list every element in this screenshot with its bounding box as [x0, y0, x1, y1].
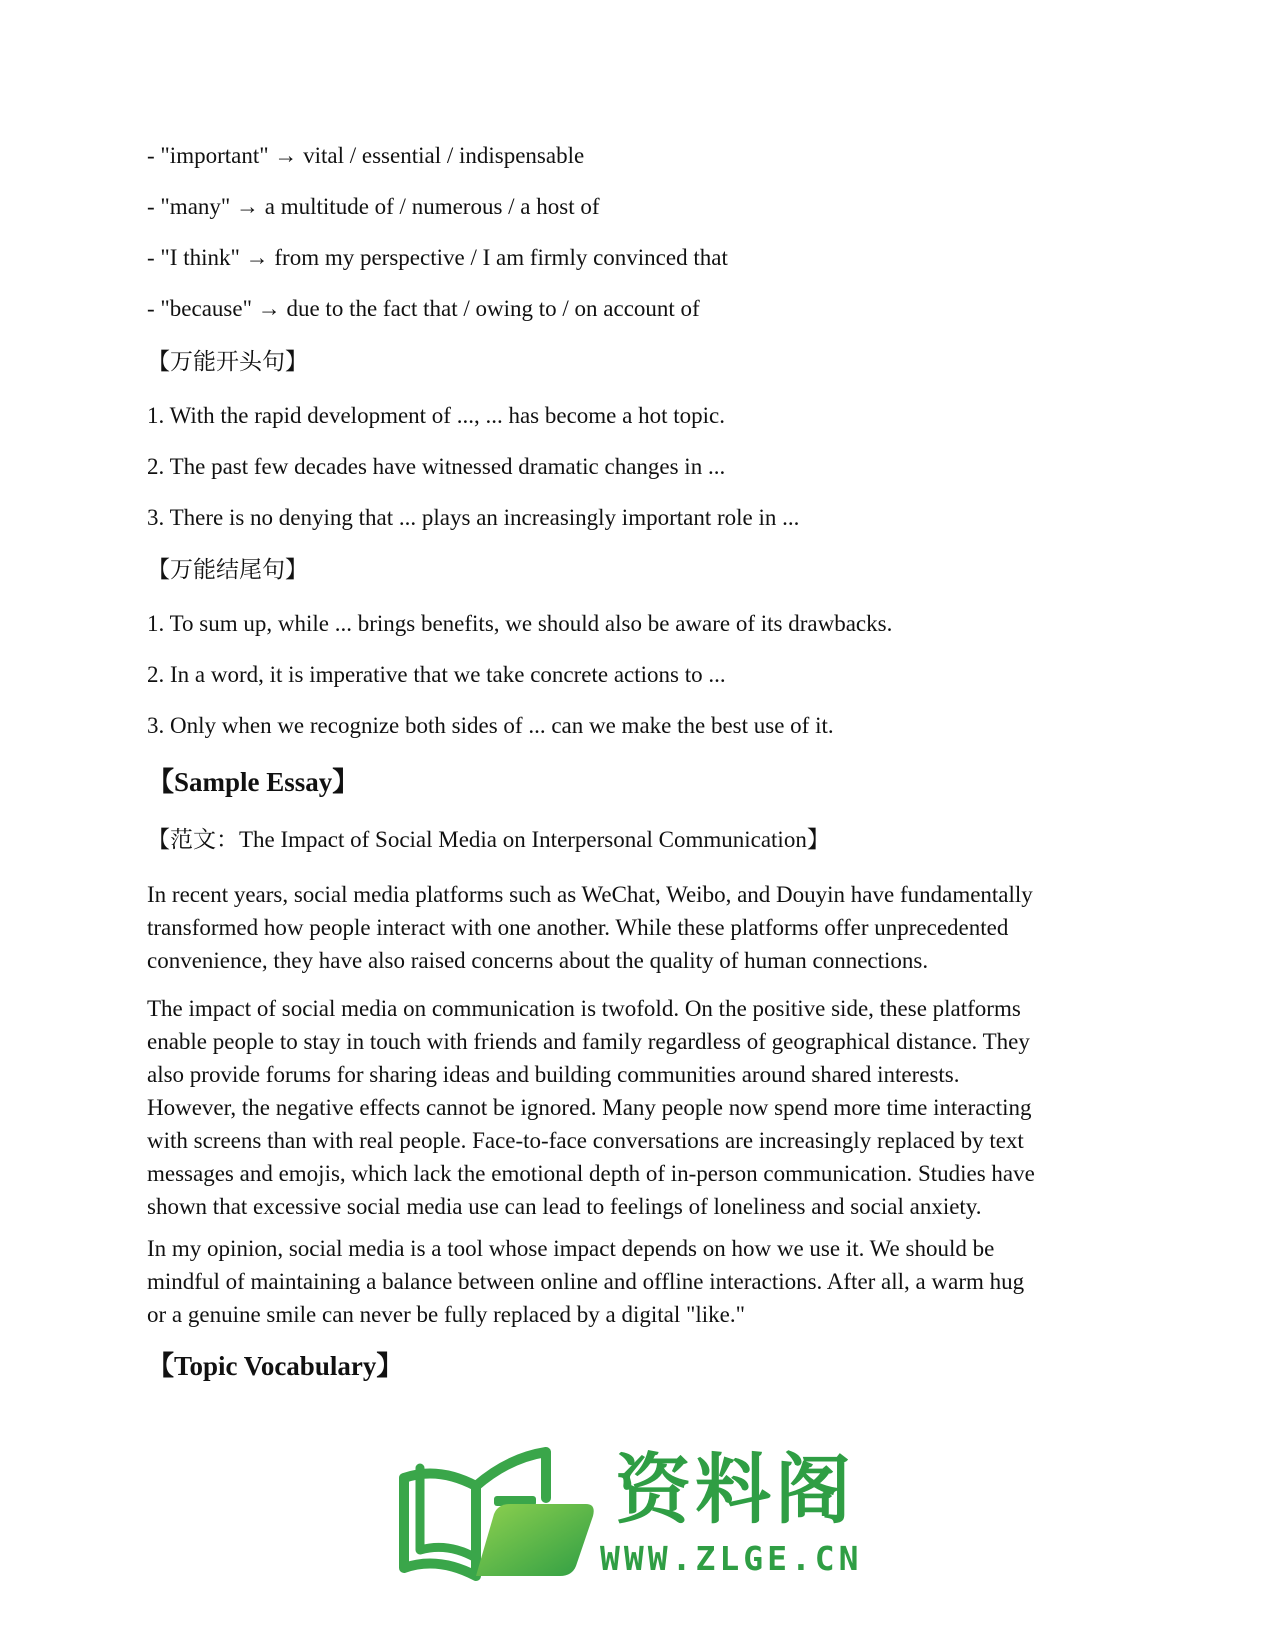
closer-item: 2. In a word, it is imperative that we take concrete actions to ...: [147, 662, 726, 687]
essay-paragraph: [147, 992, 1127, 1223]
essay-line: also provide forums for sharing ideas and building communities around shared interests.: [147, 1062, 960, 1087]
topic-vocabulary-heading: 【Topic Vocabulary】: [147, 1351, 404, 1381]
opener-item: 1. With the rapid development of ..., ... has become a hot topic.: [147, 403, 725, 428]
synonym-item: - "I think" → from my perspective / I am firmly convinced that: [147, 245, 728, 270]
synonym-item: - "because" → due to the fact that / owing to / on account of: [147, 296, 700, 321]
essay-line: messages and emojis, which lack the emotional depth of in-person communication. Studies have: [147, 1161, 1035, 1186]
essay-line: enable people to stay in touch with friends and family regardless of geographical distance. They: [147, 1029, 1030, 1054]
essay-line: In recent years, social media platforms such as WeChat, Weibo, and Douyin have fundamentally: [147, 882, 1033, 907]
open-book-folder-icon: [398, 1438, 598, 1588]
opener-item: 3. There is no denying that ... plays an increasingly important role in ...: [147, 505, 800, 530]
synonym-item: - "important" → vital / essential / indispensable: [147, 143, 585, 168]
closer-item: 3. Only when we recognize both sides of ... can we make the best use of it.: [147, 713, 834, 738]
closer-item: 1. To sum up, while ... brings benefits, we should also be aware of its drawbacks.: [147, 611, 893, 636]
essay-line: mindful of maintaining a balance between online and offline interactions. After all, a warm hug: [147, 1269, 1025, 1294]
essay-line: However, the negative effects cannot be ignored. Many people now spend more time interacting: [147, 1095, 1032, 1120]
watermark-name: 资料阁: [615, 1445, 855, 1534]
opener-item: 2. The past few decades have witnessed dramatic changes in ...: [147, 454, 726, 479]
essay-line: or a genuine smile can never be fully replaced by a digital "like.": [147, 1302, 746, 1327]
essay-title: 【范文：The Impact of Social Media on Interpersonal Communication】: [147, 827, 830, 852]
openers-title: 【万能开头句】: [147, 349, 308, 374]
essay-line: with screens than with real people. Face-to-face conversations are increasingly replaced by text: [147, 1128, 1024, 1153]
essay-line: shown that excessive social media use can lead to feelings of loneliness and social anxiety.: [147, 1194, 982, 1219]
watermark-url: WWW.ZLGE.CN: [600, 1539, 863, 1578]
essay-line: transformed how people interact with one another. While these platforms offer unprecedented: [147, 915, 1009, 940]
essay-line: convenience, they have also raised concerns about the quality of human connections.: [147, 948, 929, 973]
essay-line: In my opinion, social media is a tool whose impact depends on how we use it. We should be: [147, 1236, 995, 1261]
essay-paragraph: [147, 1232, 1127, 1331]
closers-title: 【万能结尾句】: [147, 557, 308, 582]
synonym-item: - "many" → a multitude of / numerous / a host of: [147, 194, 600, 219]
essay-paragraph: [147, 878, 1127, 977]
sample-essay-heading: 【Sample Essay】: [147, 767, 360, 797]
essay-line: The impact of social media on communication is twofold. On the positive side, these platforms: [147, 996, 1021, 1021]
